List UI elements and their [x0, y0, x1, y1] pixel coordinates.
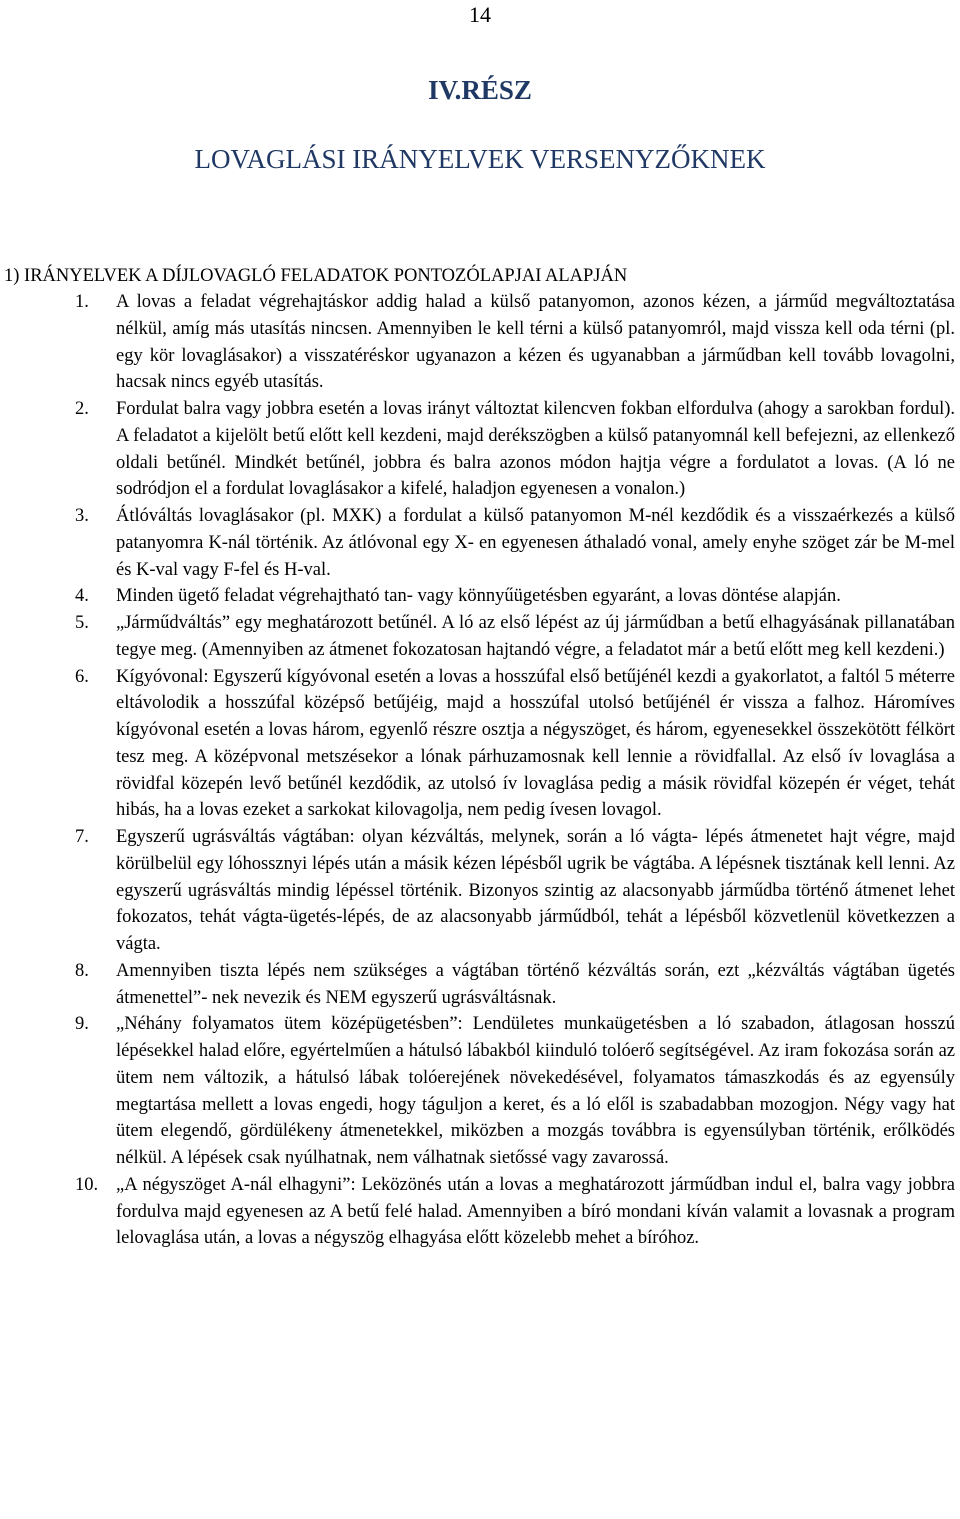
item-text: Átlóváltás lovaglásakor (pl. MXK) a fordulat a külső patanyomon M-nél kezdődik és a visszaérkezés a külső patanyomra K-nál történik. Az átlóvonal egy X- en egyenesen áthaladó vonal, amely enyhe szöget zár be M-mel és K-val vagy F-fel és H-val. [116, 506, 955, 580]
list-item [0, 610, 960, 664]
list-item [0, 824, 960, 958]
list-item [0, 1172, 960, 1252]
item-text: Egyszerű ugrásváltás vágtában: olyan kézváltás, melynek, során a ló vágta- lépés átmenetet hajt végre, majd körülbelül egy lóhossznyi lépés után a másik kézen lépésből ugrik be vágtába. A lépésnek tisztának kell lenni. Az egyszerű ugrásváltás mindig lépéssel történik. Bizonyos szintig az alacsonyabb járműdba történő átmenet lehet fokozatos, tehát vágta-ügetés-lépés, de az alacsonyabb járműdból, tehát a lépésből közvetlenül következzen a vágta. [116, 827, 955, 954]
list-item [0, 503, 960, 583]
item-text: Amennyiben tiszta lépés nem szükséges a vágtában történő kézváltás során, ezt „kézváltás vágtában ügetés átmenettel”- nek nevezik és NEM egyszerű ugrásváltásnak. [116, 960, 955, 1008]
list-item [0, 289, 960, 396]
item-text: A lovas a feladat végrehajtáskor addig halad a külső patanyomon, azonos kézen, a járműd megváltoztatása nélkül, amíg más utasítás nincsen. Amennyiben le kell térni a külső patanyomról, majd vissza kell oda térni (pl. egy kör lovaglásakor) a visszatéréskor ugyanazon a kézen és ugyanabban a járműdban kell tovább lovagolni, hacsak nincs egyéb utasítás. [116, 292, 955, 393]
item-text: „Néhány folyamatos ütem középügetésben”: Lendületes munkaügetésben a ló szabadon, átlagosan hosszú lépésekkel halad előre, egyértelműen a hátulsó lábakból kiinduló tolóerő segítségével. Az iram fokozása során az ütem nem változik, a hátulsó lábak tolóerejének növekedésével, folyamatos támaszkodás és az egyensúly megtartása mellett a lovas engedi, hogy táguljon a keret, és a ló elől is szabadabban mozogjon. Négy vagy hat ütem elegendő, gördülékeny átmenetekkel, miközben a mozgás továbbra is egyensúlyban történik, erőlködés nélkül. A lépések csak nyúlhatnak, nem válhatnak sietőssé vagy zavarossá. [116, 1014, 955, 1168]
item-text: „A négyszöget A-nál elhagyni”: Leközönés után a lovas a meghatározott járműdban indul el, balra vagy jobbra fordulva majd egyenesen az A betű felé halad. Amennyiben a bíró mondani kíván valamit a lovasnak a program lelovaglása után, a lovas a négyszög elhagyása előtt közelebb mehet a bíróhoz. [116, 1174, 955, 1249]
list-item [0, 664, 960, 825]
item-number: 7. [75, 827, 89, 847]
item-number: 6. [75, 666, 89, 687]
item-text: Kígyóvonal: Egyszerű kígyóvonal esetén a lovas a hosszúfal első betűjénél kezdi a gyakorlatot, a faltól 5 méterre eltávolodik a hosszúfal középső betűjéig, majd a hosszúfal utolsó betűjénél ér vissza a falhoz. Háromíves kígyóvonal esetén a lovas három, egyenlő részre osztja a négyszöget, és három, egyenesekkel összekötött félkört tesz meg. A középvonal metszésekor a lónak párhuzamosnak kell lennie a rövidfallal. Az első ív lovaglása a rövidfal közepén levő betűnél kezdődik, az utolsó ív lovaglása pedig a másik rövidfal közepén ér véget, tehát hibás, ha a lovas ezeket a sarkokat kilovagolja, nem pedig ívesen lovagol. [116, 666, 955, 821]
item-number: 5. [75, 613, 89, 633]
item-number: 9. [75, 1014, 89, 1035]
item-number: 2. [75, 399, 89, 419]
guideline-list [0, 289, 960, 1252]
list-item [0, 958, 960, 1012]
item-text: Minden ügető feladat végrehajtható tan- vagy könnyűügetésben egyaránt, a lovas döntése alapján. [116, 586, 841, 607]
item-number: 4. [75, 586, 89, 607]
item-text: Fordulat balra vagy jobbra esetén a lovas irányt változtat kilencven fokban elfordulva (ahogy a sarokban fordul). A feladatot a kijelölt betű előtt kell kezdeni, majd derékszögben a külső patanyomnál kell befejezni, az ellenkező oldali betűnél. Mindkét betűnél, jobbra és balra azonos módon hajtja végre a fordulatot a lovas. (A ló ne sodródjon el a fordulat lovaglásakor a kifelé, haladjon egyenesen a vonalon.) [116, 399, 955, 500]
part-title: IV.RÉSZ [428, 75, 532, 105]
page-title: LOVAGLÁSI IRÁNYELVEK VERSENYZŐKNEK [194, 144, 766, 174]
section-heading: 1) IRÁNYELVEK A DÍJLOVAGLÓ FELADATOK PONTOZÓLAPJAI ALAPJÁN [4, 266, 628, 286]
item-number: 1. [75, 292, 89, 312]
item-number: 10. [75, 1174, 99, 1195]
list-item [0, 583, 960, 610]
list-item [0, 396, 960, 503]
page-number: 14 [469, 2, 491, 27]
item-text: „Járműdváltás” egy meghatározott betűnél. A ló az első lépést az új járműdban a betű elhagyásának pillanatában tegye meg. (Amennyiben az átmenet fokozatosan hajtandó végre, a feladatot már a betű előtt meg kell kezdeni.) [116, 613, 955, 660]
item-number: 8. [75, 960, 89, 981]
item-number: 3. [75, 506, 89, 526]
list-item [0, 1011, 960, 1172]
